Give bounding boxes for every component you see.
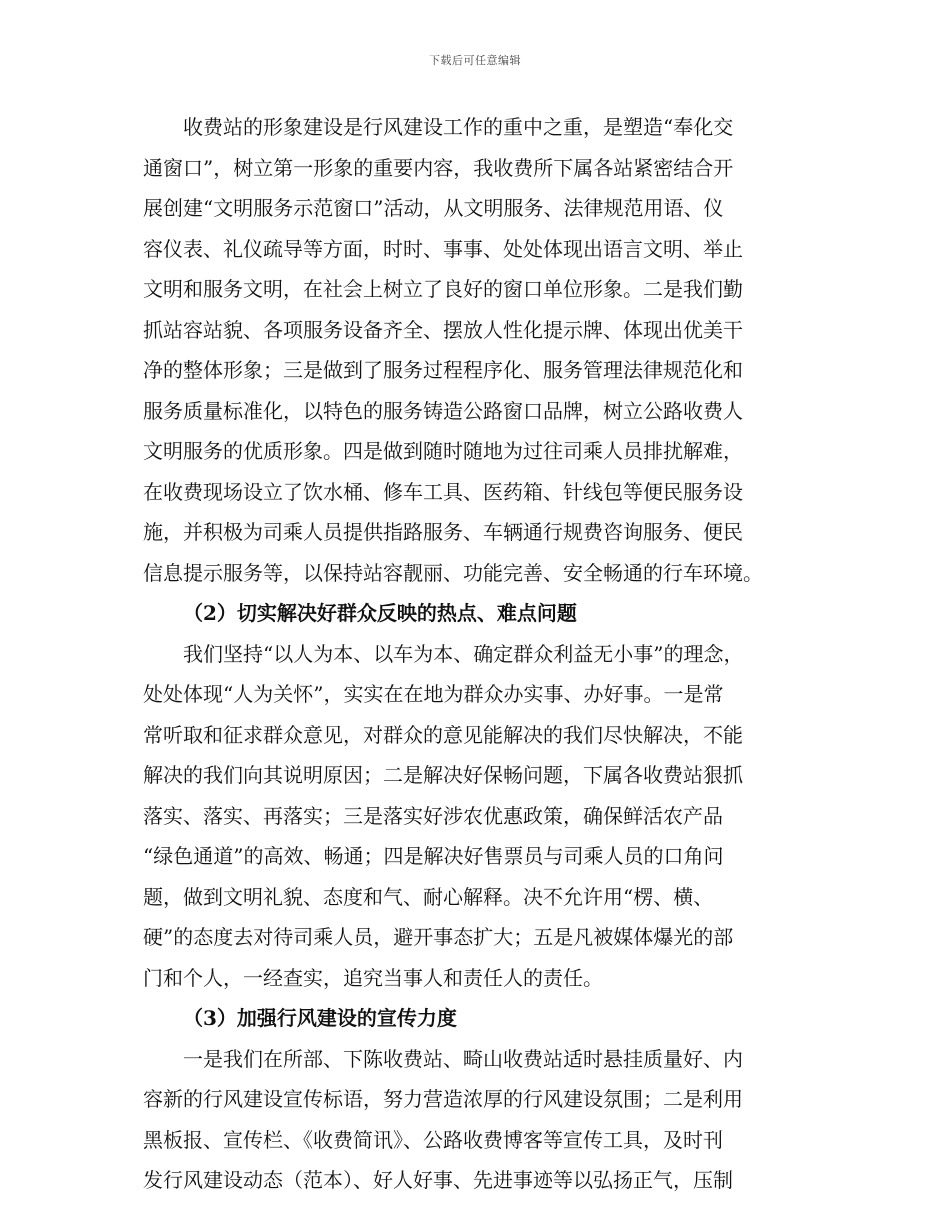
text-line: 黑板报、宣传栏、《收费简讯》、公路收费博客等宣传工具，及时刊 [143,1127,723,1152]
text-line: 发行风建设动态（范本）、好人好事、先进事迹等以弘扬正气，压制 [143,1168,733,1192]
text-line: 服务质量标准化，以特色的服务铸造公路窗口品牌，树立公路收费人 [143,398,743,423]
text-line: 落实、落实、再落实；三是落实好涉农优惠政策，确保鲜活农产品 [143,803,723,828]
text-line: 文明服务的优质形象。四是做到随时随地为过往司乘人员排扰解难， [143,439,743,463]
document-body [143,107,808,1201]
text-line: 硬”的态度去对待司乘人员，避开事态扩大；五是凡被媒体爆光的部 [143,925,734,949]
text-line: 信息提示服务等，以保持站容靓丽、功能完善、安全畅通的行车环境。 [143,560,763,585]
paragraph-hot-issues [143,634,808,999]
text-line: “绿色通道”的高效、畅通；四是解决好售票员与司乘人员的口角问 [143,844,724,868]
section-heading: （2）切实解决好群众反映的热点、难点问题 [183,601,577,625]
text-line: 门和个人，一经查实，追究当事人和责任人的责任。 [143,965,603,990]
text-line: 一是我们在所部、下陈收费站、畸山收费站适时悬挂质量好、内 [183,1046,743,1071]
text-line: 常听取和征求群众意见，对群众的意见能解决的我们尽快解决，不能 [143,722,743,747]
text-line: 净的整体形象；三是做到了服务过程程序化、服务管理法律规范化和 [143,358,743,382]
text-line: 在收费现场设立了饮水桶、修车工具、医药箱、针线包等便民服务设 [143,479,743,504]
paragraph-publicity [143,1039,808,1201]
page-header: 下载后可任意编辑 [429,54,521,67]
text-line: 题，做到文明礼貌、态度和气、耐心解释。决不允许用“楞、横、 [143,884,714,909]
text-line: 文明和服务文明，在社会上树立了良好的窗口单位形象。二是我们勤 [143,277,743,301]
section-heading: （3）加强行风建设的宣传力度 [183,1006,457,1030]
text-line: 收费站的形象建设是行风建设工作的重中之重，是塑造“奉化交 [183,115,734,139]
text-line: 展创建“文明服务示范窗口”活动，从文明服务、法律规范用语、仪 [143,196,724,220]
text-line: 容新的行风建设宣传标语，努力营造浓厚的行风建设氛围；二是利用 [143,1087,743,1111]
text-line: 我们坚持“以人为本、以车为本、确定群众利益无小事”的理念， [183,641,744,666]
text-line: 容仪表、礼仪疏导等方面，时时、事事、处处体现出语言文明、举止 [143,236,743,261]
text-line: 抓站容站貌、各项服务设备齐全、摆放人性化提示牌、体现出优美干 [143,317,743,342]
paragraph-image-building [143,107,808,593]
text-line: 通窗口”，树立第一形象的重要内容，我收费所下属各站紧密结合开 [143,155,734,180]
text-line: 施，并积极为司乘人员提供指路服务、车辆通行规费咨询服务、便民 [143,520,743,544]
text-line: 解决的我们向其说明原因；二是解决好保畅问题，下属各收费站狠抓 [143,763,743,787]
text-line: 处处体现“人为关怀”，实实在在地为群众办实事、办好事。一是常 [143,682,724,706]
